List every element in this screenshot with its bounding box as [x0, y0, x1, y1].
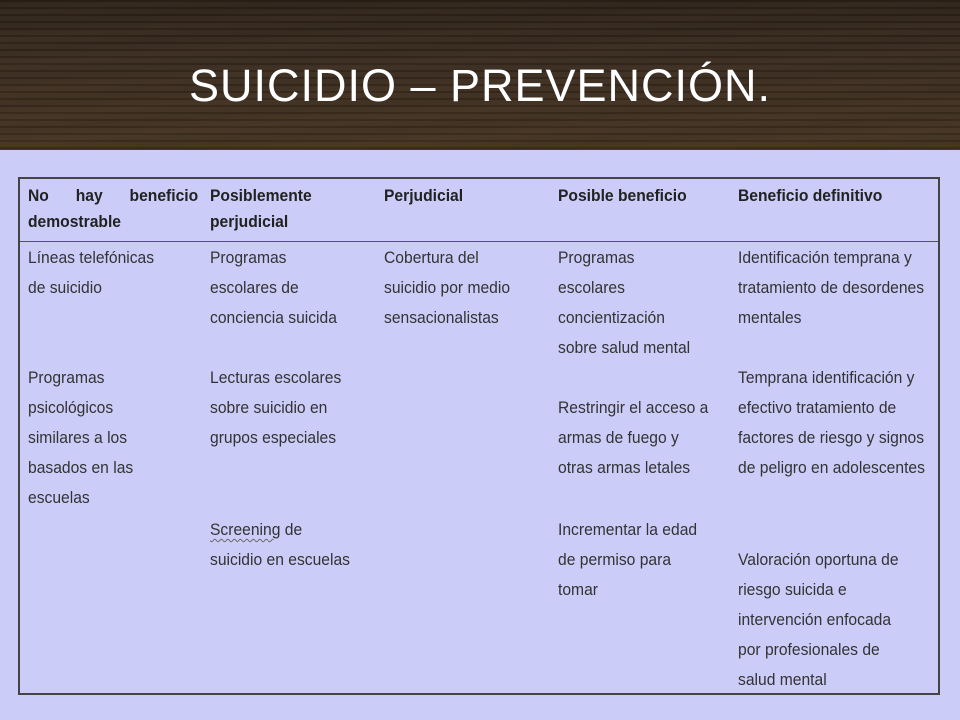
cell-item: Programas escolares concientización sobre salud mental — [558, 248, 691, 357]
cell-item: Restringir el acceso a armas de fuego y otras armas letales — [558, 398, 709, 477]
header-no-benefit: No hay beneficio demostrable — [28, 186, 199, 231]
slide-title: SUICIDIO – PREVENCIÓN. — [188, 60, 772, 111]
cell-item: Lecturas escolares sobre suicidio en grupos especiales — [210, 368, 342, 447]
cell-item-screening: Screening de suicidio en escuelas — [210, 520, 350, 569]
cell-item: Programas escolares de conciencia suicida — [210, 248, 337, 327]
cell-item: Incrementar la edad de permiso para tomar — [558, 520, 698, 599]
cell-item: Identificación temprana y tratamiento de desordenes mentales — [738, 248, 925, 327]
header-possible-benefit: Posible beneficio — [558, 186, 687, 205]
screening-word: Screening — [210, 520, 281, 539]
cell-item: Cobertura del suicidio por medio sensacionalistas — [384, 248, 511, 327]
cell-item: Líneas telefónicas de suicidio — [28, 248, 155, 297]
header-definite-benefit: Beneficio definitivo — [738, 186, 883, 205]
cell-item: Valoración oportuna de riesgo suicida e intervención enfocada por profesionales de salud mental — [738, 550, 899, 689]
prevention-table — [18, 177, 940, 695]
cell-item: Programas psicológicos similares a los basados en las escuelas — [28, 368, 134, 507]
header-harmful: Perjudicial — [384, 186, 464, 205]
table-header-row — [20, 179, 938, 242]
cell-item: Temprana identificación y efectivo tratamiento de factores de riesgo y signos de peligro en adolescentes — [738, 368, 925, 477]
header-possibly-harmful: Posiblemente perjudicial — [210, 186, 312, 231]
title-bar — [0, 0, 960, 150]
